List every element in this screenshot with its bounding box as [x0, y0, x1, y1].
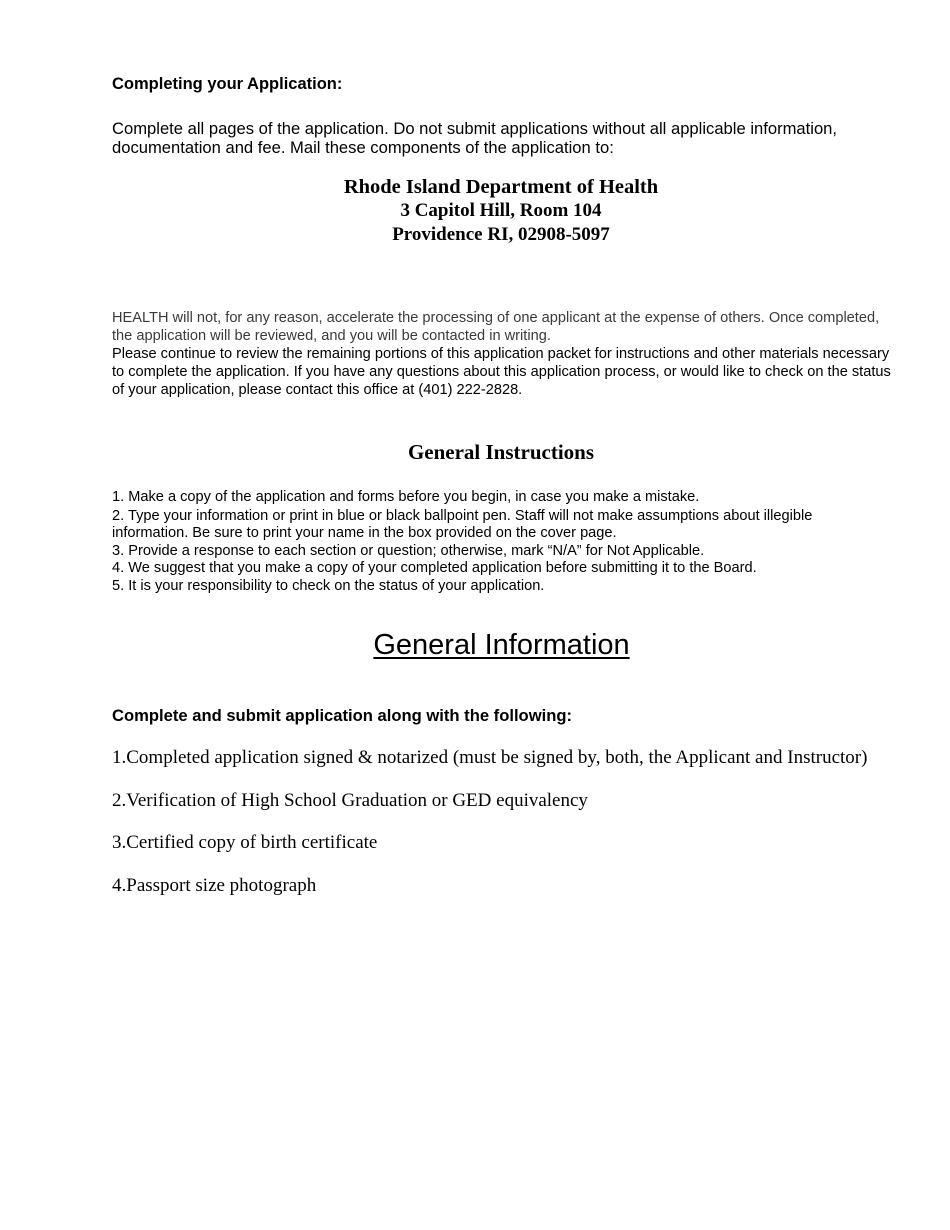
- requirement-item: 3.Certified copy of birth certificate: [112, 832, 378, 854]
- contact-notice: Please continue to review the remaining portions of this application packet for instructions and other materials necessary to complete the application. If you have any questions about this application process, or would like to check on the status of your application, please contact this office at (401) 222-2828.: [112, 346, 891, 398]
- intro-paragraph: Complete all pages of the application. Do not submit applications without all applicable information, documentation and fee. Mail these components of the application to:: [112, 119, 838, 157]
- general-information-heading: General Information: [373, 629, 630, 661]
- instruction-item: 2. Type your information or print in blue or black ballpoint pen. Staff will not make assumptions about illegible information. Be sure to print your name in the box provided on the cover page.: [112, 507, 813, 541]
- requirement-item: 1.Completed application signed & notarized (must be signed by, both, the Applicant and Instructor): [112, 747, 868, 768]
- submit-heading: Complete and submit application along with the following:: [112, 706, 573, 725]
- requirements-list: [112, 746, 912, 917]
- instruction-item: 1. Make a copy of the application and forms before you begin, in case you make a mistake.: [112, 489, 700, 505]
- address-city: Providence RI, 02908-5097: [392, 224, 610, 245]
- requirement-item: 4.Passport size photograph: [112, 875, 317, 897]
- completing-heading: Completing your Application:: [112, 75, 343, 93]
- general-instructions-heading: General Instructions: [407, 440, 595, 464]
- instruction-item: 5. It is your responsibility to check on the status of your application.: [112, 577, 545, 594]
- instruction-item: 3. Provide a response to each section or question; otherwise, mark “N/A” for Not Applicable.: [112, 542, 705, 559]
- instructions-list: [112, 489, 832, 595]
- address-street: 3 Capitol Hill, Room 104: [400, 200, 602, 221]
- instruction-item: 4. We suggest that you make a copy of your completed application before submitting it to the Board.: [112, 560, 757, 576]
- address-department: Rhode Island Department of Health: [343, 176, 659, 198]
- requirement-item: 2.Verification of High School Graduation or GED equivalency: [112, 789, 588, 811]
- mailing-address: [0, 175, 950, 247]
- health-notice: HEALTH will not, for any reason, accelerate the processing of one applicant at the expense of others. Once completed, the application will be reviewed, and you will be contacted in writing.: [112, 310, 880, 344]
